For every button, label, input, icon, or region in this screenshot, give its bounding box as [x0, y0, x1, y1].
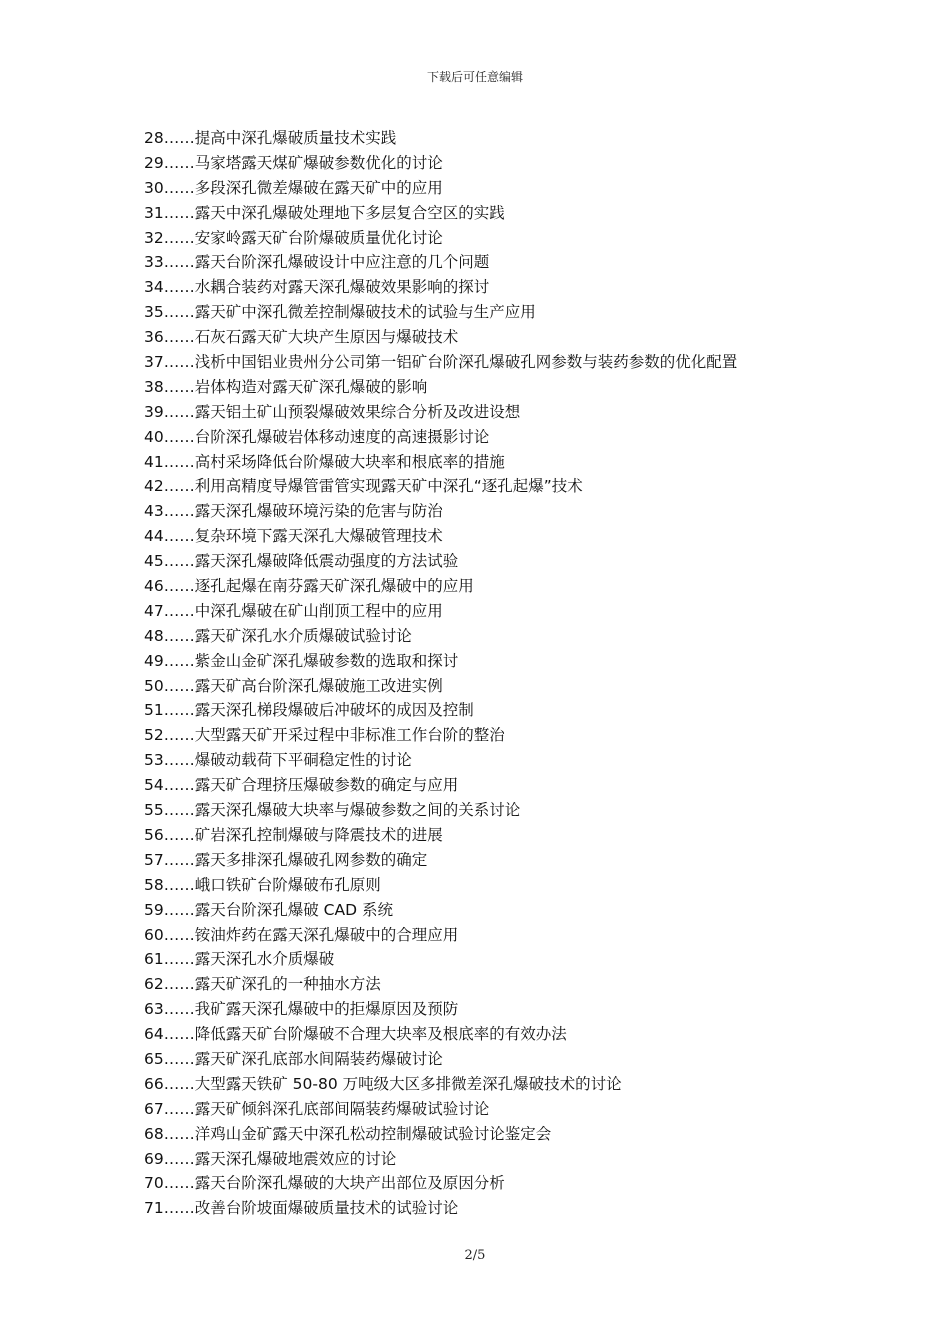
list-item: 60……铵油炸药在露天深孔爆破中的合理应用: [144, 925, 459, 944]
list-item: 36……石灰石露天矿大块产生原因与爆破技术: [144, 328, 459, 347]
list-item: 47……中深孔爆破在矿山削顶工程中的应用: [144, 601, 443, 620]
list-item: 44……复杂环境下露天深孔大爆破管理技术: [144, 527, 443, 546]
list-item: 41……高村采场降低台阶爆破大块率和根底率的措施: [144, 452, 505, 471]
page-number: 2/5: [464, 1248, 486, 1263]
list-item: 61……露天深孔水介质爆破: [144, 950, 335, 969]
list-item: 67……露天矿倾斜深孔底部间隔装药爆破试验讨论: [144, 1099, 490, 1118]
list-item: 57……露天多排深孔爆破孔网参数的确定: [144, 850, 428, 869]
page-header: 下载后可任意编辑: [426, 70, 523, 84]
list-item: 66……大型露天铁矿 50-80 万吨级大区多排微差深孔爆破技术的讨论: [144, 1074, 622, 1093]
list-item: 54……露天矿合理挤压爆破参数的确定与应用: [144, 776, 459, 795]
toc-list: [144, 126, 904, 1221]
list-item: 55……露天深孔爆破大块率与爆破参数之间的关系讨论: [144, 801, 521, 820]
list-item: 68……洋鸡山金矿露天中深孔松动控制爆破试验讨论鉴定会: [144, 1124, 552, 1143]
list-item: 33……露天台阶深孔爆破设计中应注意的几个问题: [144, 253, 490, 272]
list-item: 71……改善台阶坡面爆破质量技术的试验讨论: [144, 1199, 459, 1218]
list-item: 30……多段深孔微差爆破在露天矿中的应用: [144, 178, 443, 197]
list-item: 63……我矿露天深孔爆破中的拒爆原因及预防: [144, 1000, 459, 1019]
list-item: 53……爆破动载荷下平硐稳定性的讨论: [144, 751, 412, 770]
list-item: 65……露天矿深孔底部水间隔装药爆破讨论: [144, 1049, 443, 1068]
list-item: 39……露天铝土矿山预裂爆破效果综合分析及改进设想: [144, 402, 521, 421]
list-item: 37……浅析中国铝业贵州分公司第一铝矿台阶深孔爆破孔网参数与装药参数的优化配置: [144, 353, 738, 372]
list-item: 46……逐孔起爆在南芬露天矿深孔爆破中的应用: [144, 577, 474, 596]
list-item: 69……露天深孔爆破地震效应的讨论: [144, 1149, 397, 1168]
list-item: 43……露天深孔爆破环境污染的危害与防治: [144, 502, 443, 521]
list-item: 59……露天台阶深孔爆破 CAD 系统: [144, 900, 393, 919]
list-item: 50……露天矿高台阶深孔爆破施工改进实例: [144, 676, 443, 695]
list-item: 38……岩体构造对露天矿深孔爆破的影响: [144, 377, 428, 396]
list-item: 51……露天深孔梯段爆破后冲破坏的成因及控制: [144, 701, 474, 720]
list-item: 58……峨口铁矿台阶爆破布孔原则: [144, 875, 381, 894]
list-item: 70……露天台阶深孔爆破的大块产出部位及原因分析: [144, 1174, 505, 1193]
list-item: 31……露天中深孔爆破处理地下多层复合空区的实践: [144, 203, 505, 222]
list-item: 62……露天矿深孔的一种抽水方法: [144, 975, 381, 994]
list-item: 64……降低露天矿台阶爆破不合理大块率及根底率的有效办法: [144, 1025, 567, 1044]
list-item: 42……利用高精度导爆管雷管实现露天矿中深孔“逐孔起爆”技术: [144, 477, 583, 496]
list-item: 28……提高中深孔爆破质量技术实践: [144, 129, 397, 147]
list-item: 56……矿岩深孔控制爆破与降震技术的进展: [144, 825, 443, 844]
list-item: 48……露天矿深孔水介质爆破试验讨论: [144, 626, 412, 645]
list-item: 35……露天矿中深孔微差控制爆破技术的试验与生产应用: [144, 303, 536, 322]
list-item: 52……大型露天矿开采过程中非标准工作台阶的整治: [144, 726, 505, 745]
list-item: 32……安家岭露天矿台阶爆破质量优化讨论: [144, 228, 443, 247]
list-item: 34……水耦合装药对露天深孔爆破效果影响的探讨: [144, 278, 490, 297]
list-item: 29……马家塔露天煤矿爆破参数优化的讨论: [144, 153, 443, 172]
list-item: 45……露天深孔爆破降低震动强度的方法试验: [144, 552, 459, 571]
list-item: 40……台阶深孔爆破岩体移动速度的高速摄影讨论: [144, 427, 490, 446]
list-item: 49……紫金山金矿深孔爆破参数的选取和探讨: [144, 651, 459, 670]
